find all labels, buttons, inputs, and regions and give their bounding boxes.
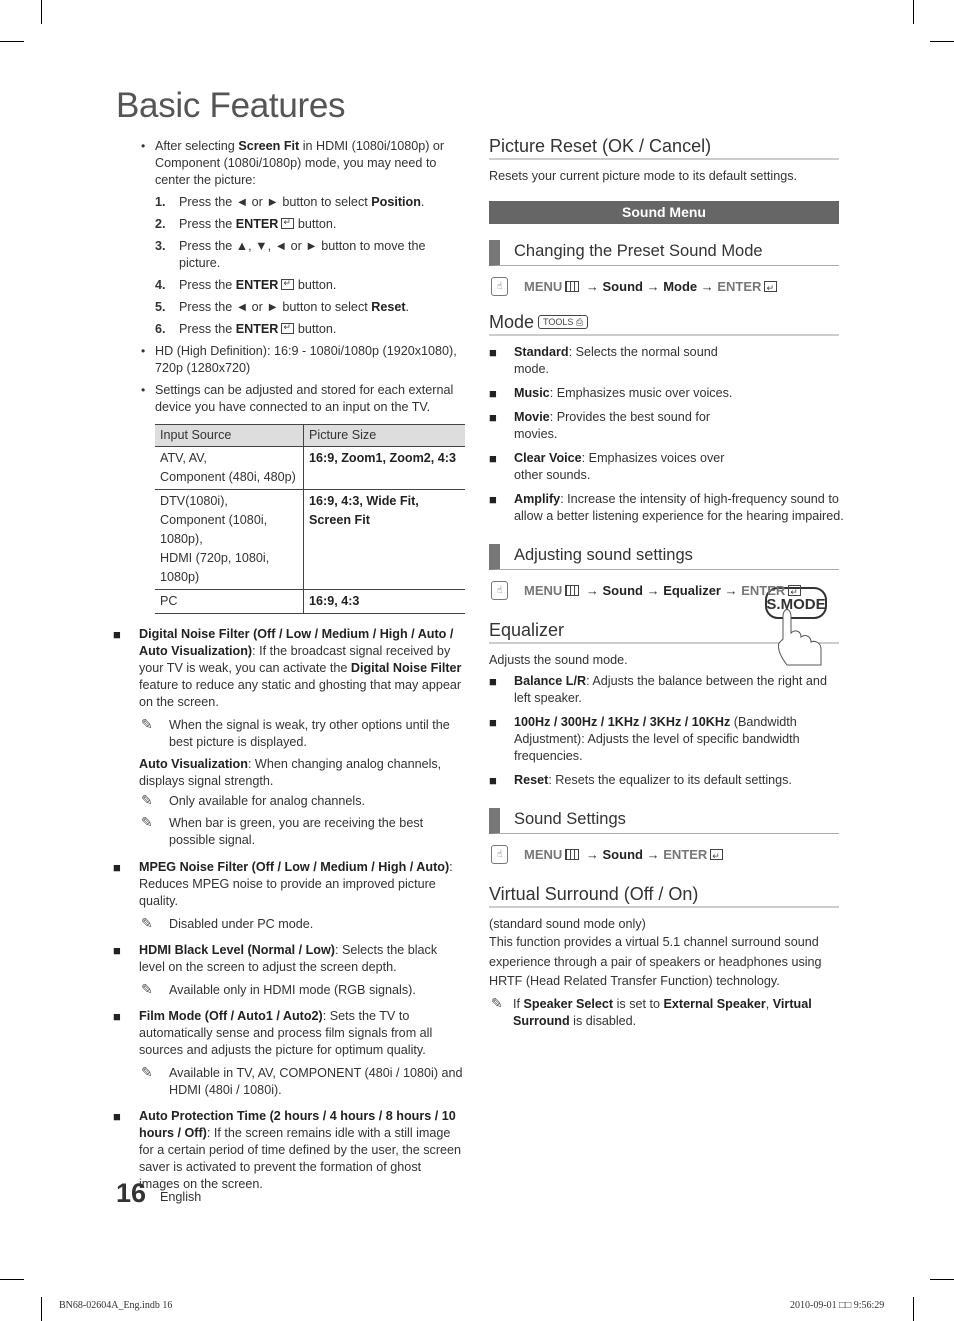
menu-icon	[565, 281, 579, 292]
enter-icon	[281, 218, 294, 229]
step-item	[139, 277, 465, 294]
text-bold: Speaker Select	[523, 996, 614, 1011]
section-heading: Equalizer	[489, 622, 839, 644]
text-bold: Auto Protection Time (2 hours / 4 hours / 8 hours / 10 hours / Off)	[139, 1109, 456, 1140]
step-item	[139, 216, 465, 233]
arrow: →	[582, 583, 603, 598]
note-pencil-icon: ✎	[141, 915, 153, 931]
note-pencil-icon: ✎	[141, 814, 153, 830]
crop-mark	[913, 0, 914, 24]
paragraph: This function provides a virtual 5.1 channel surround sound experience through a pair of speakers or headphones using HRTF (Head Related Transfer Function) technology.	[489, 935, 822, 988]
note	[139, 916, 465, 933]
right-column	[489, 136, 844, 1035]
hand-icon: ☝	[491, 277, 508, 296]
note-text: Available in TV, AV, COMPONENT (480i / 1080i) and HDMI (480i / 1080i).	[169, 1066, 463, 1097]
text-bold: ENTER	[235, 217, 279, 231]
note-pencil-icon: ✎	[141, 792, 153, 808]
path-item: Sound	[602, 583, 643, 598]
note-pencil-icon: ✎	[141, 981, 153, 997]
step-item	[139, 238, 465, 272]
text-bold: ENTER	[235, 278, 279, 292]
hand-icon: ☝	[491, 845, 508, 864]
path-item: Mode	[663, 279, 698, 294]
note	[489, 996, 839, 1030]
text: After selecting	[155, 139, 239, 153]
text: Press the	[179, 278, 236, 292]
square-bullet-icon: ■	[113, 1109, 121, 1124]
crop-mark	[41, 1297, 42, 1321]
column-header: Input Source	[155, 425, 304, 447]
square-bullet-icon: ■	[113, 860, 121, 875]
list-item: • Settings can be adjusted and stored for each external device you have connected to an input on the TV.	[139, 382, 465, 416]
list-item	[139, 138, 465, 189]
enter-icon	[281, 323, 294, 334]
text: Press the	[179, 322, 236, 336]
list-item: • HD (High Definition): 16:9 - 1080i/1080p (1920x1080), 720p (1280x720)	[139, 343, 465, 377]
text-bold: Screen Fit	[238, 139, 300, 153]
heading-text: Mode	[489, 312, 535, 332]
text: : Resets the equalizer to its default settings.	[548, 773, 792, 787]
steps-list	[139, 194, 465, 338]
footer-file: BN68-02604A_Eng.indb 16	[59, 1300, 173, 1311]
text: .	[405, 300, 410, 314]
text: in HDMI (1080i/1080p) or Component (1080i/1080p) mode, you may need to center the picture:	[155, 139, 445, 187]
text: feature to reduce any static and ghosting that may appear on the screen.	[139, 678, 462, 709]
table-cell: 16:9, Zoom1, Zoom2, 4:3	[304, 447, 465, 490]
note	[139, 1065, 465, 1099]
square-bullet-icon: ■	[489, 715, 497, 730]
text-bold: Standard	[514, 345, 569, 359]
table-row	[155, 590, 465, 614]
square-bullet-icon: ■	[489, 773, 497, 788]
text: : When changing analog channels, displays signal strength.	[139, 757, 442, 788]
text: Press the ▲, ▼, ◄ or ► button to move the picture.	[179, 239, 426, 270]
enter-label: ENTER	[741, 583, 786, 598]
menu-label: MENU	[524, 847, 563, 862]
text: Press the ◄ or ► button to select	[179, 195, 372, 209]
text: : Selects the normal sound mode.	[514, 345, 718, 376]
text-bold: Reset	[371, 300, 406, 314]
mode-item	[489, 344, 744, 378]
input-source-table	[155, 424, 465, 614]
text-bold: Digital Noise Filter (Off / Low / Medium / High / Auto / Auto Visualization)	[139, 627, 454, 658]
enter-icon	[788, 585, 801, 596]
equalizer-item	[489, 772, 839, 789]
menu-path	[489, 276, 839, 298]
crop-mark	[0, 1279, 24, 1280]
text-bold: External Speaker	[663, 996, 766, 1011]
text-bold: MPEG Noise Filter (Off / Low / Medium / High / Auto)	[139, 860, 450, 874]
cell-line: HDMI (720p, 1080i, 1080p)	[160, 551, 270, 584]
text: : If the broadcast signal received by your TV is weak, you can activate the	[139, 644, 451, 675]
arrow: →	[697, 279, 718, 294]
list-item	[113, 1008, 465, 1059]
left-column	[113, 138, 465, 1199]
table-cell: 16:9, 4:3, Wide Fit, Screen Fit	[304, 490, 465, 590]
note-text: Disabled under PC mode.	[169, 917, 314, 931]
arrow: →	[720, 583, 742, 598]
text: Press the ◄ or ► button to select	[179, 300, 372, 314]
table-row	[155, 447, 465, 490]
text: is set to	[613, 996, 664, 1011]
menu-icon	[565, 849, 579, 860]
path-item: Sound	[602, 279, 643, 294]
tools-label: TOOLS	[543, 317, 574, 327]
list-item	[113, 626, 465, 711]
note	[139, 717, 465, 751]
cell-line: DTV(1080i),	[160, 494, 228, 508]
text-bold: Music	[514, 386, 550, 400]
text-bold: Amplify	[514, 492, 561, 506]
arrow: →	[642, 279, 664, 294]
crop-mark	[913, 1297, 914, 1321]
text: : Reduces MPEG noise to provide an improved picture quality.	[139, 860, 453, 908]
page-number: 16	[116, 1178, 147, 1208]
cell-line: Component (1080i, 1080p),	[160, 513, 268, 546]
text: .	[420, 195, 425, 209]
table-cell: 16:9, 4:3	[304, 590, 465, 614]
note	[139, 982, 465, 999]
menu-label: MENU	[524, 583, 563, 598]
arrow: →	[642, 847, 664, 862]
sound-menu-banner: Sound Menu	[489, 201, 839, 224]
enter-label: ENTER	[663, 847, 708, 862]
text-bold: Digital Noise Filter	[350, 661, 462, 675]
note-text: When bar is green, you are receiving the best possible signal.	[169, 816, 424, 847]
step-item	[139, 299, 465, 316]
enter-icon	[281, 279, 294, 290]
menu-label: MENU	[524, 279, 563, 294]
text-bold: ENTER	[235, 322, 279, 336]
arrow: →	[582, 279, 603, 294]
text: Press the	[179, 217, 236, 231]
text: is disabled.	[569, 1013, 637, 1028]
square-bullet-icon: ■	[113, 943, 121, 958]
note-text: Available only in HDMI mode (RGB signals).	[169, 983, 416, 997]
square-bullet-icon: ■	[489, 492, 497, 507]
square-bullet-icon: ■	[489, 386, 497, 401]
text: : Emphasizes music over voices.	[549, 386, 733, 400]
table-cell	[155, 590, 304, 614]
note-pencil-icon: ✎	[491, 994, 503, 1011]
square-bullet-icon: ■	[489, 345, 497, 360]
square-bullet-icon: ■	[489, 410, 497, 425]
cell-line: Component (480i, 480p)	[160, 470, 296, 484]
note-pencil-icon: ✎	[141, 1064, 153, 1080]
cell-line: PC	[160, 594, 178, 608]
list-item	[113, 942, 465, 976]
text-bold: Virtual Surround	[513, 996, 812, 1028]
paragraph: Resets your current picture mode to its default settings.	[489, 169, 797, 183]
text-bold: Balance L/R	[514, 674, 587, 688]
page-title: Basic Features	[116, 86, 346, 125]
footer-date: 2010-09-01 □□ 9:56:29	[790, 1300, 885, 1311]
text-bold: Clear Voice	[514, 451, 582, 465]
mode-item	[489, 491, 844, 525]
note	[139, 815, 465, 849]
text-bold: Film Mode (Off / Auto1 / Auto2)	[139, 1009, 323, 1023]
text: button.	[294, 217, 337, 231]
crop-mark	[41, 0, 42, 24]
note-text: Only available for analog channels.	[169, 794, 366, 808]
square-bullet-icon: ■	[113, 627, 121, 642]
mode-item	[489, 450, 744, 484]
text: : If the screen remains idle with a still image for a certain period of time defined by the user, the screen saver is activated to prevent the formation of ghost images on the screen.	[139, 1126, 462, 1191]
text: : Sets the TV to automatically sense and process film signals from all sources and adjusts the picture for optimum quality.	[139, 1009, 433, 1057]
mode-item	[489, 385, 774, 402]
menu-path	[489, 580, 839, 602]
equalizer-item	[489, 714, 839, 765]
crop-mark	[930, 1279, 954, 1280]
step-number: 2.	[155, 217, 166, 231]
square-bullet-icon: ■	[113, 1009, 121, 1024]
step-number: 3.	[155, 239, 166, 253]
text: button.	[294, 322, 337, 336]
step-item	[139, 321, 465, 338]
text-bold: HDMI Black Level (Normal / Low)	[139, 943, 335, 957]
text-bold: Position	[371, 195, 421, 209]
path-item: Equalizer	[663, 583, 721, 598]
paragraph	[139, 756, 465, 790]
table-row	[155, 490, 465, 590]
step-number: 6.	[155, 322, 166, 336]
equalizer-items	[489, 673, 839, 789]
mode-items	[489, 344, 844, 525]
note	[139, 793, 465, 810]
arrow: →	[582, 847, 603, 862]
mode-item	[489, 409, 734, 443]
step-item	[139, 194, 465, 211]
text: If	[513, 996, 524, 1011]
text-bold: Auto Visualization	[139, 757, 248, 771]
subsection-heading: Sound Settings	[489, 808, 839, 834]
enter-icon	[764, 281, 777, 292]
text: : Emphasizes voices over other sounds.	[514, 451, 725, 482]
cell-line: ATV, AV,	[160, 451, 207, 465]
table-cell	[155, 447, 304, 490]
step-number: 1.	[155, 195, 166, 209]
enter-icon	[710, 849, 723, 860]
section-heading	[489, 314, 839, 336]
list-item	[113, 859, 465, 910]
menu-icon	[565, 585, 579, 596]
square-bullet-icon: ■	[489, 674, 497, 689]
subsection-heading: Adjusting sound settings	[489, 544, 839, 570]
paragraph: (standard sound mode only)	[489, 917, 646, 931]
paragraph: Adjusts the sound mode.	[489, 653, 628, 667]
equalizer-item	[489, 673, 839, 707]
text: : Adjusts the balance between the right and left speaker.	[514, 674, 827, 705]
table-cell	[155, 490, 304, 590]
arrow: →	[642, 583, 664, 598]
hand-icon: ☝	[491, 581, 508, 600]
text: : Provides the best sound for movies.	[514, 410, 711, 441]
menu-path	[489, 844, 839, 866]
square-bullet-icon: ■	[489, 451, 497, 466]
text: : Increase the intensity of high-frequency sound to allow a better listening experience for the hearing impaired.	[514, 492, 844, 523]
note-text: When the signal is weak, try other options until the best picture is displayed.	[169, 718, 450, 749]
crop-mark	[0, 41, 24, 42]
crop-mark	[930, 41, 954, 42]
language-label: English	[160, 1190, 202, 1204]
note-pencil-icon: ✎	[141, 716, 153, 732]
section-heading: Picture Reset (OK / Cancel)	[489, 138, 839, 160]
text: ,	[765, 996, 773, 1011]
step-number: 5.	[155, 300, 166, 314]
enter-label: ENTER	[717, 279, 762, 294]
s-mode-label: S.MODE	[766, 596, 826, 613]
text-bold: Movie	[514, 410, 550, 424]
text: button.	[294, 278, 337, 292]
step-number: 4.	[155, 278, 166, 292]
text-bold: Reset	[514, 773, 549, 787]
text: (Bandwidth Adjustment): Adjusts the level of specific bandwidth frequencies.	[514, 715, 800, 763]
text: : Selects the black level on the screen to adjust the screen depth.	[139, 943, 438, 974]
column-header: Picture Size	[304, 425, 465, 447]
path-item: Sound	[602, 847, 643, 862]
subsection-heading: Changing the Preset Sound Mode	[489, 240, 839, 266]
section-heading: Virtual Surround (Off / On)	[489, 886, 839, 908]
tools-badge: TOOLS ⎙	[538, 315, 588, 329]
text-bold: 100Hz / 300Hz / 1KHz / 3KHz / 10KHz	[514, 715, 731, 729]
